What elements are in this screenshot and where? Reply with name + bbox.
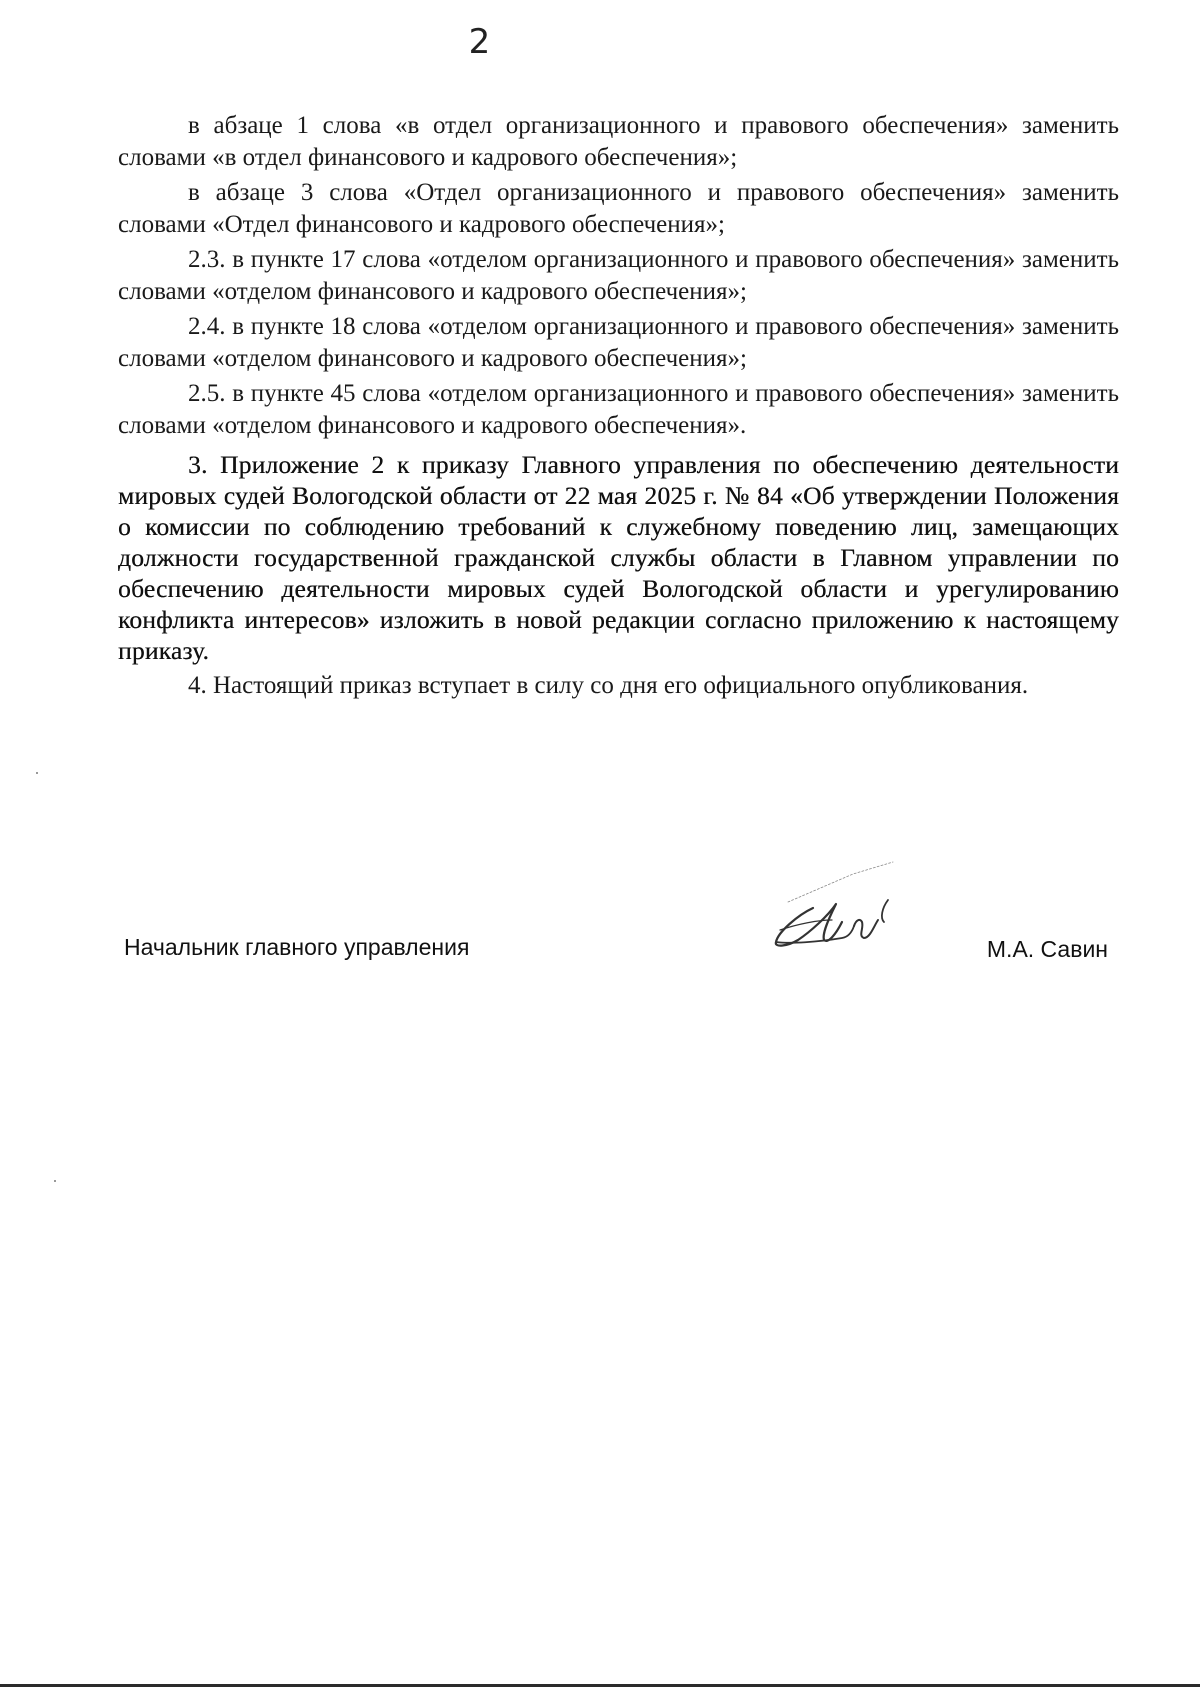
- paragraph-item-4: 4. Настоящий приказ вступает в силу со дня его официального опубликования.: [188, 672, 1029, 699]
- paragraph-item-2-4: 2.4. в пункте 18 слова «отделом организационного и правового обеспечения» заменить словами «отделом финансового и кадрового обеспечения»;: [118, 313, 1119, 372]
- page-number: 2: [468, 22, 492, 62]
- scan-artifact: [54, 1180, 56, 1182]
- paragraph-amendment-1: в абзаце 1 слова «в отдел организационного и правового обеспечения» заменить словами «в отдел финансового и кадрового обеспечения»;: [118, 112, 1119, 171]
- handwritten-signature: [718, 860, 948, 980]
- scan-artifact: [36, 772, 38, 774]
- document-body: [118, 110, 1119, 702]
- scan-edge-line: [0, 1684, 1200, 1687]
- paragraph-item-2-3: 2.3. в пункте 17 слова «отделом организационного и правового обеспечения» заменить словами «отделом финансового и кадрового обеспечения»;: [118, 246, 1119, 305]
- paragraph-amendment-2: в абзаце 3 слова «Отдел организационного и правового обеспечения» заменить словами «Отдел финансового и кадрового обеспечения»;: [118, 179, 1119, 238]
- signature-block: [118, 920, 1118, 1000]
- paragraph-item-2-5: 2.5. в пункте 45 слова «отделом организационного и правового обеспечения» заменить словами «отделом финансового и кадрового обеспечения».: [118, 380, 1119, 439]
- paragraph-item-3: 3. Приложение 2 к приказу Главного управления по обеспечению деятельности мировых судей Вологодской области от 22 мая 2025 г. № 84 «Об утверждении Положения о комиссии по соблюдению требований к служебному поведению лиц, замещающих должности государственной гражданской службы области в Главном управлении по обеспечению деятельности мировых судей Вологодской области и урегулированию конфликта интересов» изложить в новой редакции согласно приложению к настоящему приказу.: [118, 450, 1119, 665]
- signatory-name: М.А. Савин: [986, 936, 1108, 962]
- signatory-title: Начальник главного управления: [124, 934, 470, 960]
